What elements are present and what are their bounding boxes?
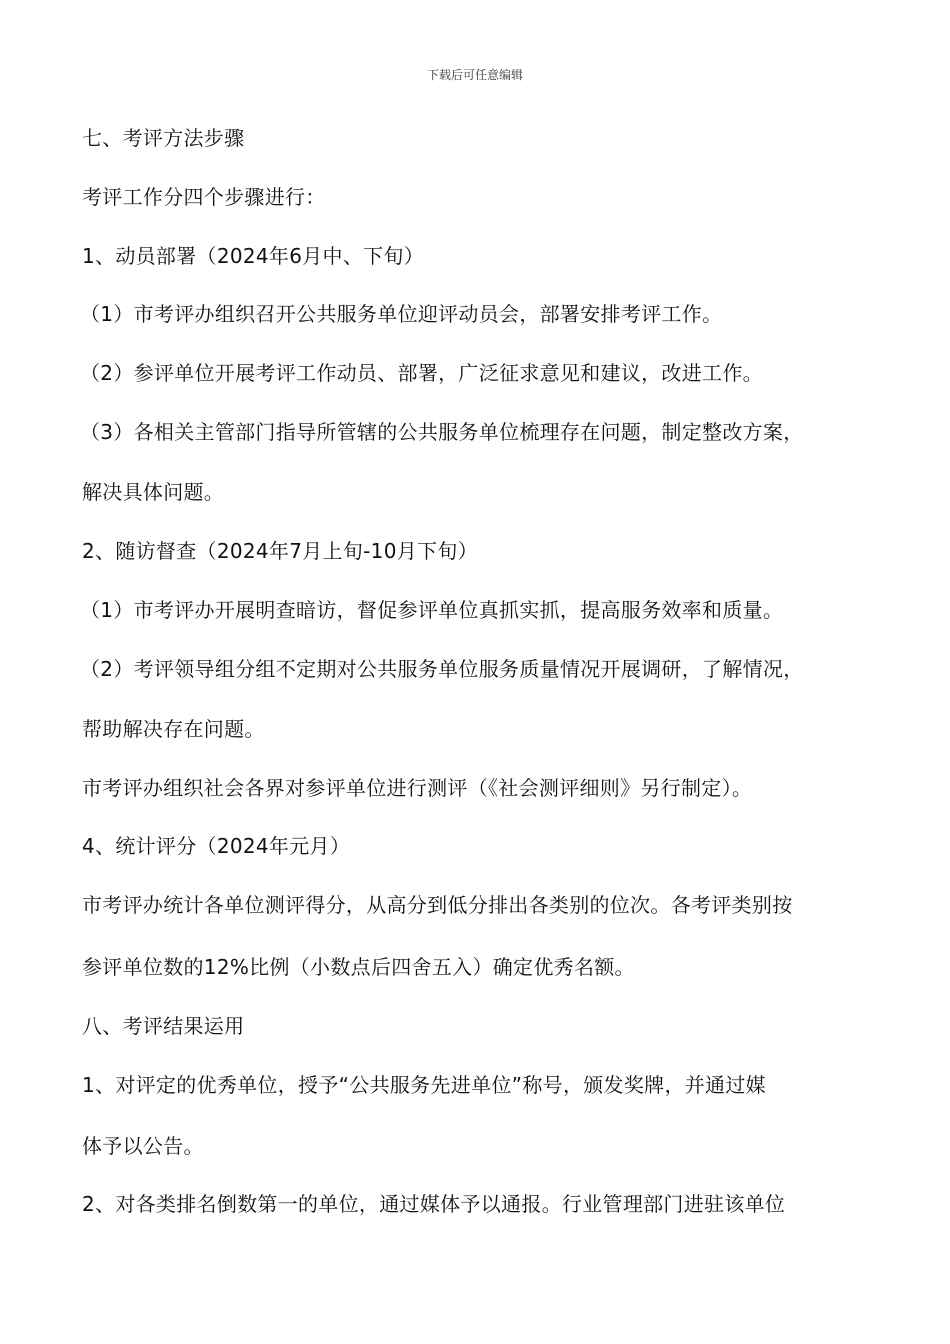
section-heading: 八、考评结果运用 (82, 1014, 245, 1038)
paragraph-line: （3）各相关主管部门指导所管辖的公共服务单位梳理存在问题，制定整改方案， (80, 420, 804, 444)
paragraph-line: （1）市考评办开展明查暗访，督促参评单位真抓实抓，提高服务效率和质量。 (80, 598, 784, 622)
step-heading: 1、动员部署（2024年6月中、下旬） (82, 244, 425, 268)
paragraph-line: 体予以公告。 (82, 1134, 204, 1158)
paragraph-line: 市考评办统计各单位测评得分，从高分到低分排出各类别的位次。各考评类别按 (82, 893, 793, 917)
paragraph-line: 2、对各类排名倒数第一的单位，通过媒体予以通报。行业管理部门进驻该单位 (82, 1192, 786, 1216)
paragraph-line: （1）市考评办组织召开公共服务单位迎评动员会，部署安排考评工作。 (80, 302, 723, 326)
page-header: 下载后可任意编辑 (426, 68, 523, 82)
paragraph-line: 考评工作分四个步骤进行： (82, 185, 326, 209)
paragraph-line: 市考评办组织社会各界对参评单位进行测评（《社会测评细则》另行制定）。 (82, 776, 753, 800)
paragraph-line: 1、对评定的优秀单位，授予“公共服务先进单位”称号，颁发奖牌，并通过媒 (82, 1073, 766, 1097)
paragraph-line: 帮助解决存在问题。 (82, 717, 265, 741)
step-heading: 2、随访督查（2024年7月上旬-10月下旬） (82, 539, 478, 563)
step-heading: 4、统计评分（2024年元月） (82, 834, 351, 858)
paragraph-line: 参评单位数的12%比例（小数点后四舍五入）确定优秀名额。 (82, 955, 635, 979)
paragraph-line: （2）考评领导组分组不定期对公共服务单位服务质量情况开展调研，了解情况， (80, 657, 804, 681)
section-heading: 七、考评方法步骤 (82, 126, 245, 150)
paragraph-line: 解决具体问题。 (82, 480, 225, 504)
paragraph-line: （2）参评单位开展考评工作动员、部署，广泛征求意见和建议，改进工作。 (80, 361, 763, 385)
